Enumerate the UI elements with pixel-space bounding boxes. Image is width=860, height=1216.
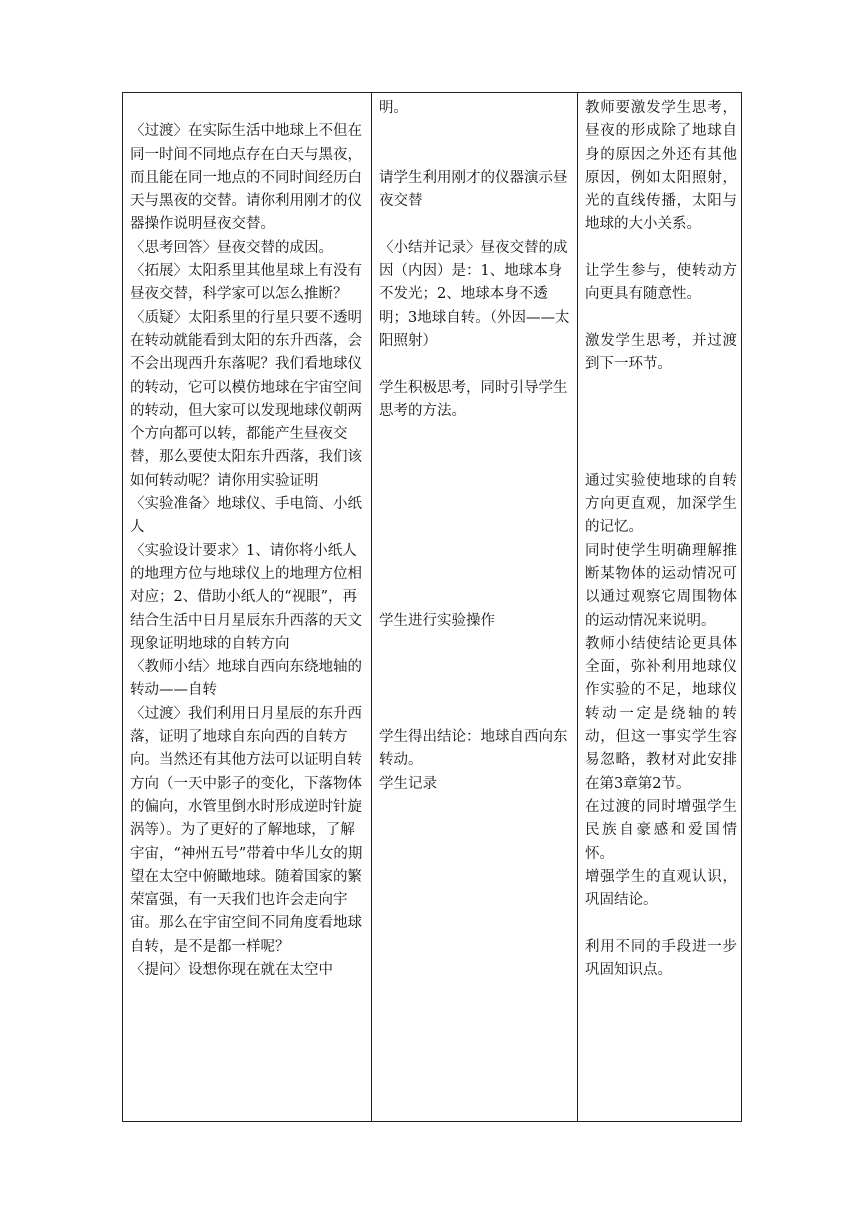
- spacer: [585, 237, 737, 260]
- col2-experiment: 学生进行实验操作: [379, 612, 495, 629]
- col3-intent-7: 在过渡的同时增强学生民族自豪感和爱国情怀。: [585, 798, 737, 862]
- spacer: [379, 120, 571, 167]
- experiment-prep-paragraph: 〈实验准备〉地球仪、手电筒、小纸人: [130, 496, 362, 536]
- col2-line-1: 明。: [379, 100, 408, 116]
- think-answer-paragraph: 〈思考回答〉昼夜交替的成因。: [130, 239, 333, 256]
- col2-conclusion: 学生得出结论：地球自西向东转动。: [379, 729, 568, 769]
- experiment-design-paragraph: 〈实验设计要求〉1、请你将小纸人的地理方位与地球仪上的地理方位相对应；2、借助小纸人的“视眼”，再结合生活中日月星辰东升西落的天文现象证明地球的自转方向: [130, 542, 362, 652]
- col3-intent-2: 让学生参与，使转动方向更具有随意性。: [585, 263, 737, 303]
- question-paragraph: 〈质疑〉太阳系里的行星只要不透明在转动就能看到太阳的东升西落，会不会出现西升东落呢？我们看地球仪的转动，它可以模仿地球在宇宙空间的转动，但大家可以发现地球仪朝两个方向都可以转，都能产生昼夜交替，那么要使太阳东升西落，我们该如何转动呢？请你用实验证明: [130, 309, 362, 489]
- spacer: [585, 377, 737, 470]
- col3-intent-5: 同时使学生明确理解推断某物体的运动情况可以通过观察它周围物体的运动情况来说明。: [585, 542, 737, 629]
- spacer: [379, 353, 571, 376]
- col3-intent-8: 增强学生的直观认识，巩固结论。: [585, 868, 737, 909]
- col3-intent-4: 通过实验使地球的自转方向更直观，加深学生的记忆。: [585, 472, 737, 536]
- col3-intent-9: 利用不同的手段进一步巩固知识点。: [585, 938, 737, 978]
- col2-think: 学生积极思考，同时引导学生思考的方法。: [379, 379, 568, 419]
- spacer: [379, 423, 571, 516]
- col3-intent-6: 教师小结使结论更具体全面，弥补利用地球仪作实验的不足，地球仪转动一定是绕轴的转动，但这一事实学生容易忽略，教材对此安排在第3章第2节。: [585, 635, 737, 792]
- col3-intent-1: 教师要激发学生思考，昼夜的形成除了地球自身的原因之外还有其他原因，例如太阳照射，光的直线传播，太阳与地球的大小关系。: [585, 100, 737, 233]
- student-activity-column: [371, 93, 577, 1121]
- extension-paragraph: 〈拓展〉太阳系里其他星球上有没有昼夜交替，科学家可以怎么推断？: [130, 263, 362, 303]
- spacer: [379, 213, 571, 236]
- design-intent-column: [577, 93, 743, 1121]
- teacher-activity-column: [123, 93, 371, 1121]
- transition-paragraph: 〈过渡〉在实际生活中地球上不但在同一时间不同地点存在白天与黑夜，而且能在同一地点的不同时间经历白天与黑夜的交替。请你利用刚才的仪器操作说明昼夜交替。: [130, 123, 362, 233]
- spacer: [585, 307, 737, 330]
- spacer: [130, 97, 365, 120]
- col2-record: 学生记录: [379, 775, 437, 792]
- transition-paragraph-2: 〈过渡〉我们利用日月星辰的东升西落，证明了地球自东向西的自转方向。当然还有其他方法可以证明自转方向（一天中影子的变化，下落物体的偏向，水管里倒水时形成逆时针旋涡等）。为了更好的了解地球，了解宇宙，“神州五号”带着中华儿女的期望在太空中俯瞰地球。随着国家的繁荣富强，有一天我们也许会走向宇宙。那么在宇宙空间不同角度看地球自转，是不是都一样呢？: [130, 705, 363, 955]
- spacer: [585, 912, 737, 935]
- prompt-paragraph: 〈提问〉设想你现在就在太空中: [130, 961, 333, 978]
- col3-intent-3: 激发学生思考，并过渡到下一环节。: [585, 332, 737, 373]
- col2-demo: 请学生利用刚才的仪器演示昼夜交替: [379, 169, 568, 210]
- lesson-plan-table: [122, 92, 742, 1122]
- spacer: [379, 633, 571, 726]
- spacer: [379, 516, 571, 609]
- col2-summary-record: 〈小结并记录〉昼夜交替的成因（内因）是：1、地球本身不发光；2、地球本身不透明；3地球自转。（外因——太阳照射）: [379, 239, 570, 349]
- teacher-summary-paragraph: 〈教师小结〉地球自西向东绕地轴的转动——自转: [130, 659, 362, 699]
